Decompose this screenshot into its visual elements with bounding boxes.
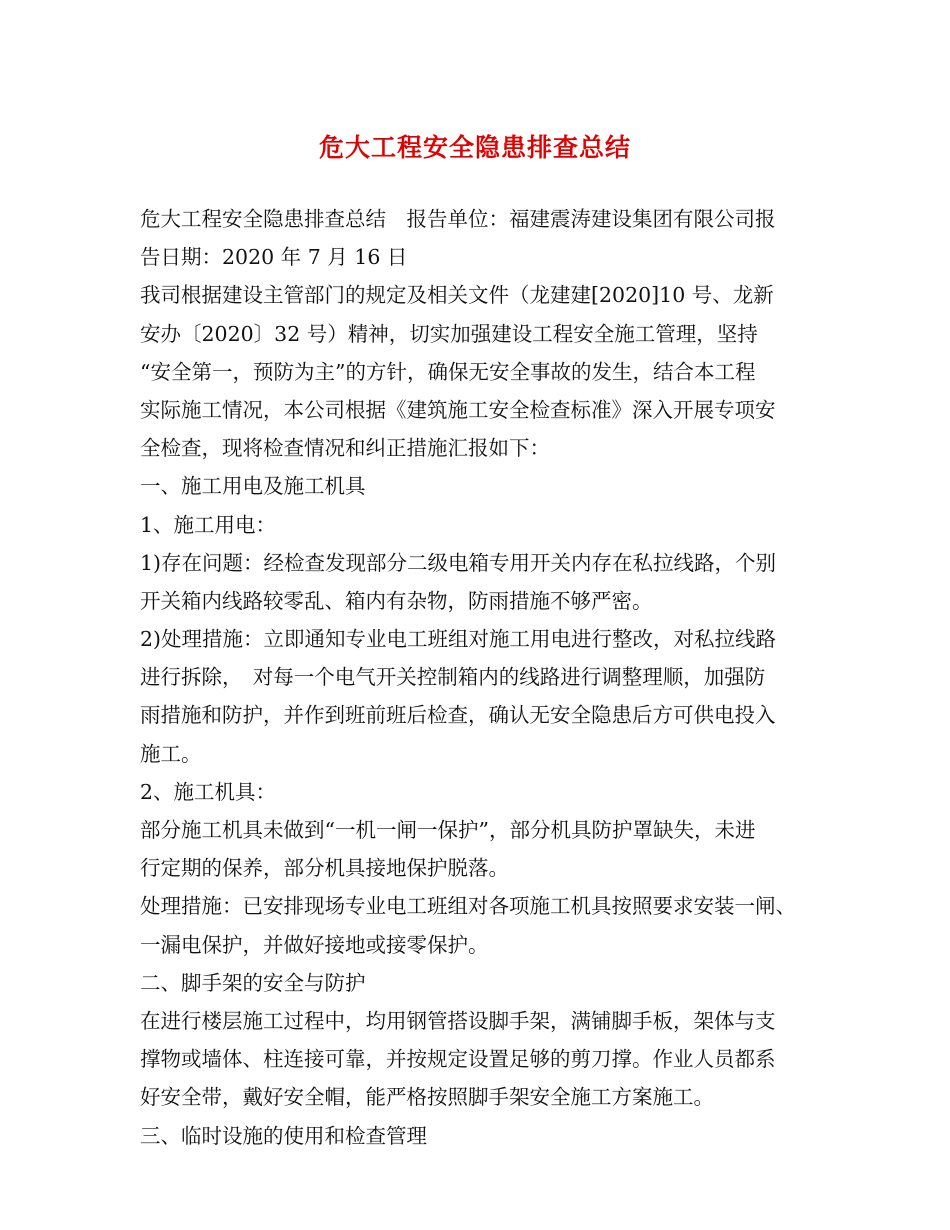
paragraph-line: 我司根据建设主管部门的规定及相关文件（龙建建[2020]10 号、龙新 xyxy=(140,283,774,308)
paragraph-line: 在进行楼层施工过程中，均用钢管搭设脚手架，满铺脚手板，架体与支 xyxy=(140,1008,776,1033)
document-title: 危大工程安全隐患排查总结 xyxy=(318,133,631,162)
paragraph-line: 开关箱内线路较零乱、箱内有杂物，防雨措施不够严密。 xyxy=(140,588,653,613)
section-heading: 三、临时设施的使用和检查管理 xyxy=(140,1123,427,1148)
paragraph-line: 危大工程安全隐患排查总结 报告单位：福建震涛建设集团有限公司报 xyxy=(140,207,776,231)
paragraph-line: 撑物或墙体、柱连接可靠，并按规定设置足够的剪刀撑。作业人员都系 xyxy=(140,1047,776,1072)
paragraph-line: 雨措施和防护，并作到班前班后检查，确认无安全隐患后方可供电投入 xyxy=(140,703,776,728)
paragraph-line: 1)存在问题：经检查发现部分二级电箱专用开关内存在私拉线路，个别 xyxy=(140,550,777,575)
subsection-heading: 1、施工用电： xyxy=(140,512,277,537)
paragraph-line: 一漏电保护，并做好接地或接零保护。 xyxy=(140,932,489,957)
paragraph-line: 好安全带，戴好安全帽，能严格按照脚手架安全施工方案施工。 xyxy=(140,1085,714,1110)
paragraph-line: 实际施工情况，本公司根据《建筑施工安全检查标准》深入开展专项安 xyxy=(140,397,776,422)
paragraph-line: “安全第一，预防为主”的方针，确保无安全事故的发生，结合本工程 xyxy=(140,359,756,384)
paragraph-line: 行定期的保养，部分机具接地保护脱落。 xyxy=(140,856,509,881)
paragraph-line: 2)处理措施：立即通知专业电工班组对施工用电进行整改，对私拉线路 xyxy=(140,627,777,652)
paragraph-line: 处理措施：已安排现场专业电工班组对各项施工机具按照要求安装一闸、 xyxy=(140,894,796,919)
section-heading: 二、脚手架的安全与防护 xyxy=(140,970,366,995)
subsection-heading: 2、施工机具： xyxy=(140,779,277,804)
paragraph-line: 施工。 xyxy=(140,741,202,766)
document-body xyxy=(140,200,820,1155)
paragraph-line: 告日期：2020 年 7 月 16 日 xyxy=(140,245,408,270)
paragraph-line: 全检查，现将检查情况和纠正措施汇报如下： xyxy=(140,436,550,461)
section-heading: 一、施工用电及施工机具 xyxy=(140,474,366,499)
paragraph-line: 部分施工机具未做到“一机一闸一保护”，部分机具防护罩缺失，未进 xyxy=(140,818,756,842)
paragraph-line: 安办〔2020〕32 号）精神，切实加强建设工程安全施工管理，坚持 xyxy=(140,321,758,346)
paragraph-line: 进行拆除， 对每一个电气开关控制箱内的线路进行调整理顺，加强防 xyxy=(140,665,766,690)
